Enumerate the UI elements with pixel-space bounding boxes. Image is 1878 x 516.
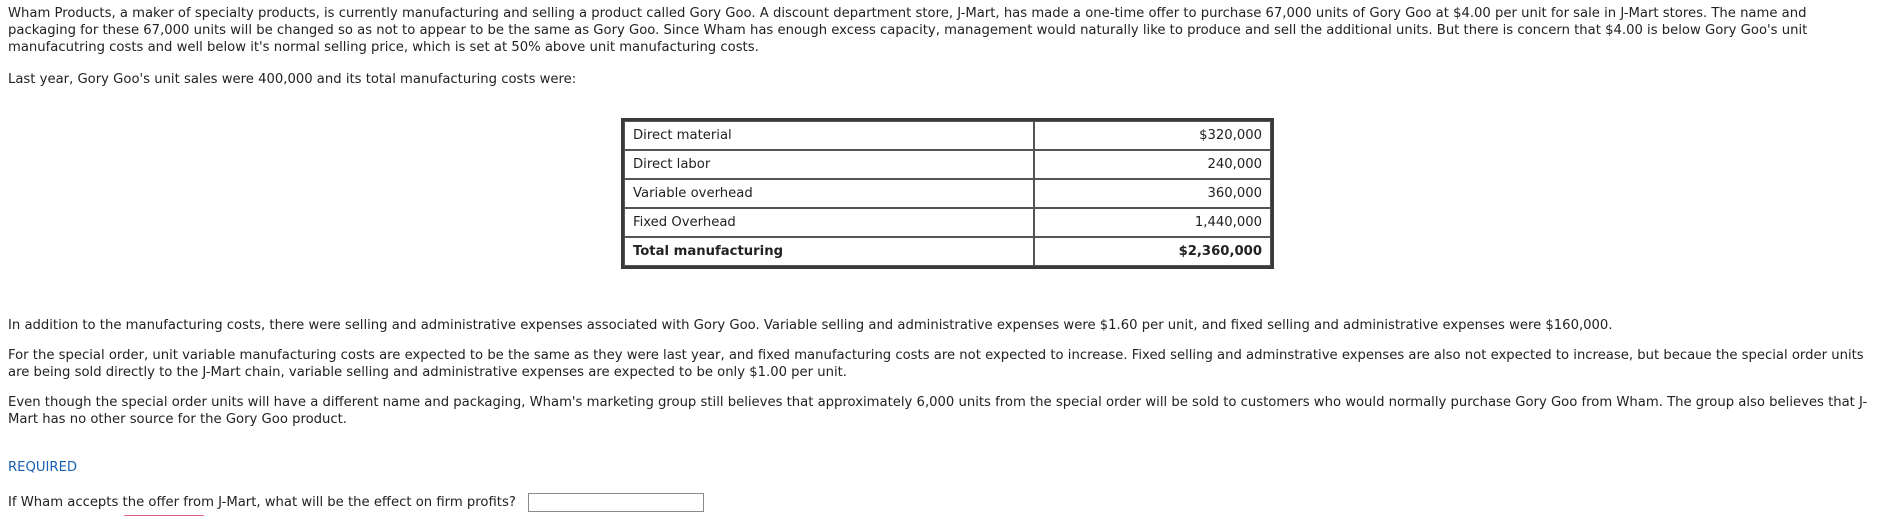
- table-row: [624, 179, 1271, 208]
- cost-value: 360,000: [1034, 179, 1271, 208]
- question-row: [8, 493, 1870, 512]
- cost-label: Direct labor: [624, 150, 1034, 179]
- manufacturing-costs-table: [621, 118, 1274, 269]
- table-row: [624, 208, 1271, 237]
- profit-effect-input[interactable]: [528, 493, 704, 512]
- question-text: If Wham accepts the offer from J-Mart, what will be the effect on firm profits?: [8, 495, 516, 510]
- marketing-paragraph: Even though the special order units will have a different name and packaging, Wham's marketing group still believes that approximately 6,000 units from the special order will be sold to customers who would normally purchase Gory Goo from Wham. The group also believes that J-Mart has no other source for the Gory Goo product.: [8, 395, 1868, 427]
- special-order-paragraph: For the special order, unit variable manufacturing costs are expected to be the same as they were last year, and fixed manufacturing costs are not expected to increase. Fixed selling and adminstrative expenses are also not expected to increase, but becaue the special order units are being sold directly to the J-Mart chain, variable selling and administrative expenses are expected to be only $1.00 per unit.: [8, 348, 1864, 380]
- cost-value: $320,000: [1034, 121, 1271, 150]
- total-value: $2,360,000: [1034, 237, 1271, 266]
- cost-value: 1,440,000: [1034, 208, 1271, 237]
- required-heading: REQUIRED: [8, 460, 78, 475]
- cost-label: Fixed Overhead: [624, 208, 1034, 237]
- total-row: [624, 237, 1271, 266]
- last-year-paragraph: Last year, Gory Goo's unit sales were 400,000 and its total manufacturing costs were:: [8, 72, 577, 87]
- selling-admin-paragraph: In addition to the manufacturing costs, there were selling and administrative expenses associated with Gory Goo. Variable selling and administrative expenses were $1.60 per unit, and fixed selling and administrative expenses were $160,000.: [8, 318, 1613, 333]
- cost-label: Direct material: [624, 121, 1034, 150]
- cost-label: Variable overhead: [624, 179, 1034, 208]
- table-row: [624, 150, 1271, 179]
- cost-value: 240,000: [1034, 150, 1271, 179]
- intro-paragraph: Wham Products, a maker of specialty products, is currently manufacturing and selling a product called Gory Goo. A discount department store, J-Mart, has made a one-time offer to purchase 67,000 units of Gory Goo at $4.00 per unit for sale in J-Mart stores. The name and packaging for these 67,000 units will be changed so as not to appear to be the same as Gory Goo. Since Wham has enough excess capacity, management would naturally like to produce and sell the additional units. But there is concern that $4.00 is below Gory Goo's unit manufacutring costs and well below it's normal selling price, which is set at 50% above unit manufacturing costs.: [8, 6, 1808, 55]
- table-row: [624, 121, 1271, 150]
- total-label: Total manufacturing: [624, 237, 1034, 266]
